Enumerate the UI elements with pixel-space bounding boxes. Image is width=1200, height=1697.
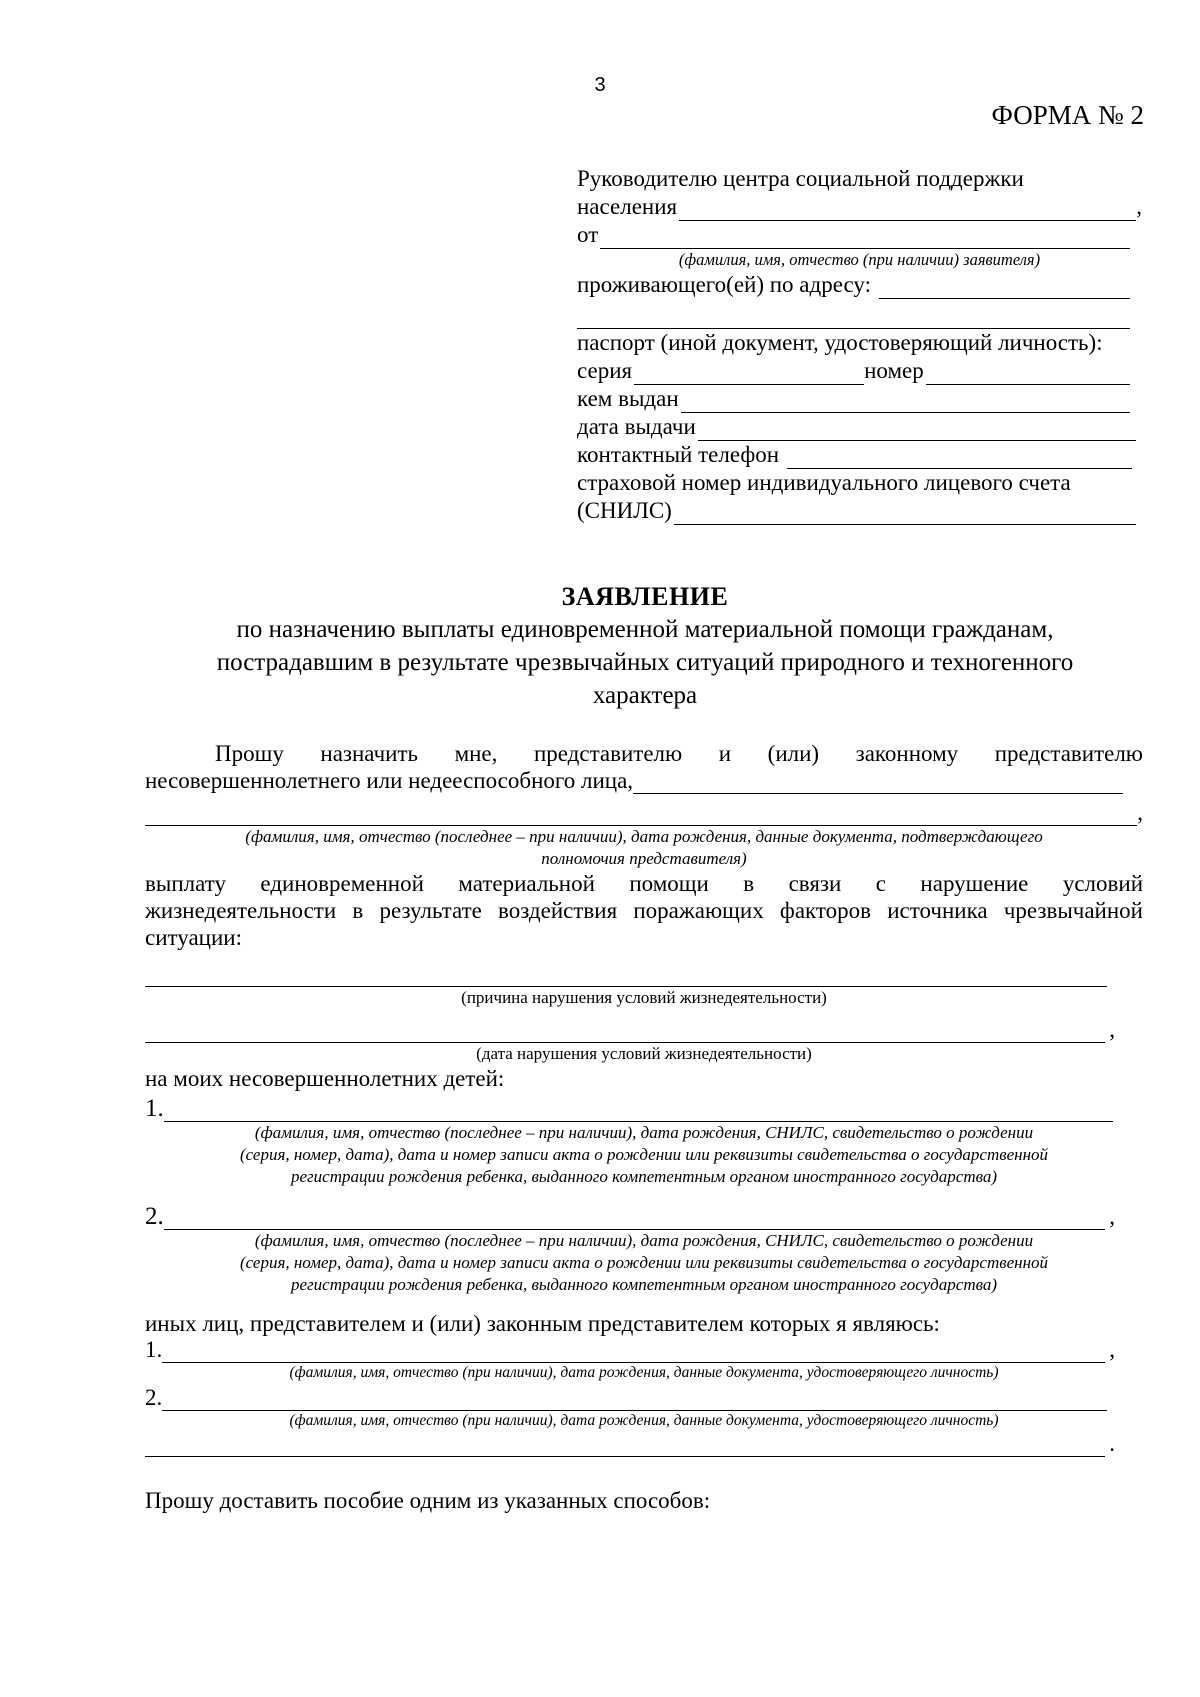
other-1-field[interactable]	[162, 1340, 1105, 1363]
applicant-name-field[interactable]	[600, 226, 1130, 249]
period: .	[1109, 1431, 1115, 1456]
issued-by-label: кем выдан	[577, 386, 679, 411]
comma: ,	[1136, 194, 1142, 219]
other-2-number: 2.	[145, 1385, 163, 1410]
comma: ,	[1109, 1017, 1115, 1042]
issue-date-label: дата выдачи	[577, 414, 696, 439]
number-field[interactable]	[926, 362, 1130, 385]
snils-row-1	[577, 469, 1142, 497]
other-2-caption: (фамилия, имя, отчество (при наличии), дата рождения, данные документа, удостоверяющего личность)	[289, 1412, 999, 1429]
comma: ,	[1109, 1204, 1115, 1229]
child-1-caption-2: (серия, номер, дата), дата и номер записи акта о рождении или реквизиты свидетельства о государственной	[239, 1145, 1049, 1164]
address-label: проживающего(ей) по адресу:	[577, 272, 871, 297]
phone-label: контактный телефон	[577, 442, 780, 467]
other-1-number: 1.	[145, 1337, 163, 1362]
application-body	[145, 740, 1143, 1514]
address-field-2[interactable]	[577, 306, 1130, 329]
phone-field[interactable]	[787, 446, 1132, 469]
other-2-row	[145, 1383, 1143, 1411]
child-1-row	[145, 1092, 1143, 1122]
document-title	[145, 580, 1145, 712]
delivery-text: Прошу доставить пособие одним из указанных способов:	[145, 1488, 711, 1513]
payment-line-2: жизнедеятельности в результате воздействия поражающих факторов источника чрезвычайной	[145, 898, 1143, 923]
addressee-line-1	[577, 165, 1142, 193]
from-row	[577, 221, 1142, 249]
passport-label: паспорт (иной документ, удостоверяющий личность):	[577, 330, 1103, 355]
children-heading: на моих несовершеннолетних детей:	[145, 1066, 505, 1091]
child-1-caption-1: (фамилия, имя, отчество (последнее – при наличии), дата рождения, СНИЛС, свидетельство о рождении	[254, 1123, 1034, 1142]
snils-field[interactable]	[674, 502, 1136, 525]
address-row-2	[577, 299, 1142, 329]
reason-caption: (причина нарушения условий жизнедеятельности)	[461, 988, 827, 1007]
other-1-row	[145, 1337, 1143, 1363]
from-label: от	[577, 222, 599, 247]
series-label: серия	[577, 358, 633, 383]
center-name-field[interactable]	[679, 198, 1136, 221]
address-field[interactable]	[879, 276, 1130, 299]
other-2-field[interactable]	[162, 1388, 1107, 1411]
issued-by-row	[577, 385, 1142, 413]
number-label: номер	[864, 358, 924, 383]
payment-line-3: ситуации:	[145, 925, 242, 950]
form-label: ФОРМА № 2	[991, 100, 1144, 130]
passport-row	[577, 329, 1142, 357]
other-2-row-2	[145, 1431, 1143, 1457]
population-label: населения	[577, 194, 678, 219]
request-line-1: Прошу назначить мне, представителю и (или) законному представителю	[215, 741, 1143, 766]
reason-field[interactable]	[145, 964, 1107, 987]
request-line-2: несовершеннолетнего или недееспособного лица,	[145, 768, 634, 793]
child-2-caption-3: регистрации рождения ребенка, выданного компетентным органом иностранного государства)	[290, 1275, 998, 1294]
child-1-number: 1.	[145, 1095, 164, 1122]
title-main: ЗАЯВЛЕНИЕ	[561, 582, 729, 611]
date-field[interactable]	[145, 1020, 1105, 1043]
child-2-caption-2: (серия, номер, дата), дата и номер записи акта о рождении или реквизиты свидетельства о государственной	[239, 1253, 1049, 1272]
page-number: 3	[594, 74, 606, 96]
representative-caption-1: (фамилия, имя, отчество (последнее – при наличии), дата рождения, данные документа, подтверждающего	[245, 827, 1043, 846]
snils-label-2: (СНИЛС)	[577, 498, 672, 523]
date-row	[145, 1009, 1143, 1043]
child-1-caption-3: регистрации рождения ребенка, выданного компетентным органом иностранного государства)	[290, 1167, 998, 1186]
issued-by-field[interactable]	[681, 390, 1130, 413]
request-line-2-row	[145, 767, 1143, 794]
comma: ,	[1109, 1337, 1115, 1362]
reason-row	[145, 951, 1143, 987]
representative-field-2[interactable]	[145, 803, 1137, 826]
date-caption: (дата нарушения условий жизнедеятельности)	[476, 1044, 812, 1063]
other-2-field-2[interactable]	[145, 1434, 1105, 1457]
representative-row-2	[145, 794, 1143, 826]
representative-field[interactable]	[633, 771, 1123, 794]
series-field[interactable]	[634, 362, 864, 385]
comma: ,	[1137, 800, 1143, 825]
others-heading: иных лиц, представителем и (или) законным представителем которых я являюсь:	[145, 1311, 940, 1336]
issue-date-field[interactable]	[698, 418, 1136, 441]
child-1-field[interactable]	[164, 1099, 1113, 1122]
series-number-row	[577, 357, 1142, 385]
addressee-line-2	[577, 193, 1142, 221]
child-2-caption-1: (фамилия, имя, отчество (последнее – при наличии), дата рождения, СНИЛС, свидетельство о рождении	[254, 1231, 1034, 1250]
representative-caption-2: полномочия представителя)	[541, 849, 747, 868]
child-2-row	[145, 1188, 1143, 1230]
title-line-3: характера	[592, 682, 698, 709]
phone-row	[577, 441, 1142, 469]
child-2-field[interactable]	[164, 1207, 1106, 1230]
addressee-title: Руководителю центра социальной поддержки	[577, 166, 1024, 191]
title-line-2: пострадавшим в результате чрезвычайных ситуаций природного и техногенного	[216, 649, 1074, 676]
applicant-name-caption: (фамилия, имя, отчество (при наличии) заявителя)	[678, 250, 1041, 269]
other-1-caption: (фамилия, имя, отчество (при наличии), дата рождения, данные документа, удостоверяющего личность)	[289, 1364, 999, 1381]
child-2-number: 2.	[145, 1203, 164, 1230]
address-row	[577, 271, 1142, 299]
issue-date-row	[577, 413, 1142, 441]
title-line-1: по назначению выплаты единовременной материальной помощи гражданам,	[236, 616, 1054, 643]
payment-line-1: выплату единовременной материальной помощи в связи с нарушение условий	[145, 871, 1143, 896]
addressee-block	[577, 165, 1142, 525]
snils-row-2	[577, 497, 1142, 525]
snils-label-1: страховой номер индивидуального лицевого счета	[577, 470, 1071, 495]
